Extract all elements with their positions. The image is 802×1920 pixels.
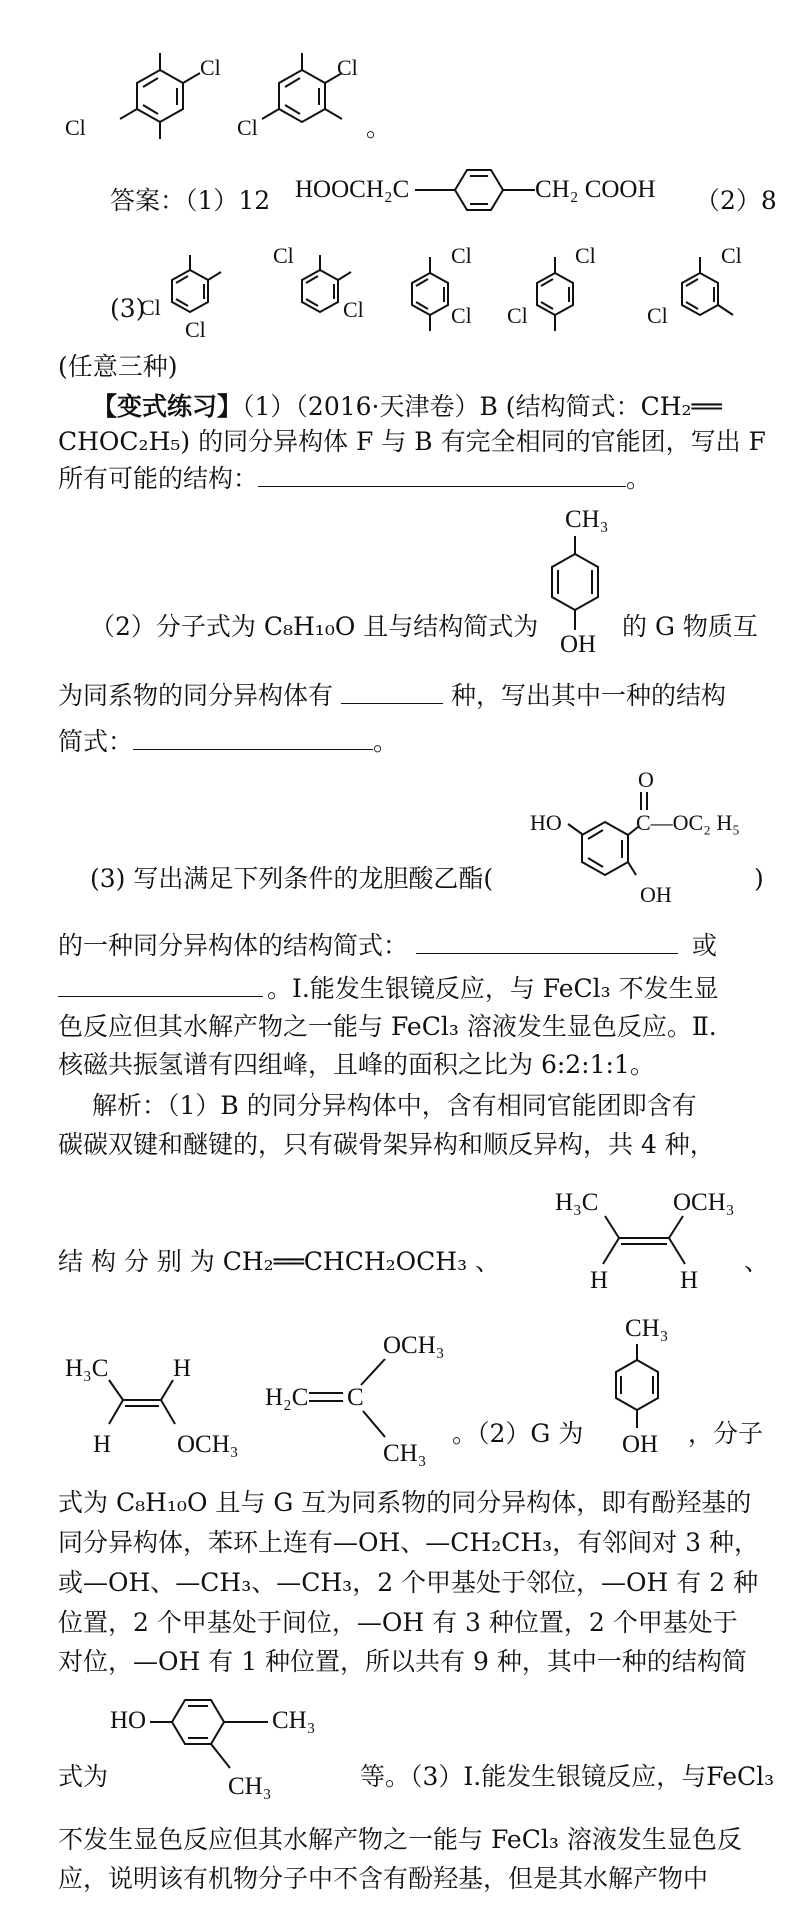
och3-label: OCH₃ <box>177 1431 239 1458</box>
ethyl-gentisate-structure <box>520 760 760 920</box>
isomer-3-structure <box>265 1325 455 1485</box>
p-cresol-structure <box>540 502 630 672</box>
ch3-label: CH₃ <box>272 1707 316 1734</box>
cl-label: Cl <box>273 243 294 268</box>
exercise-q3-line5: 核磁共振氢谱有四组峰，且峰的面积之比为 6:2:1:1。 <box>58 1050 655 1079</box>
exercise-title: 【变式练习】 <box>92 392 243 421</box>
exercise-q3-line1: (3) 写出满足下列条件的龙胆酸乙酯( <box>90 864 494 893</box>
exercise-q1-line3 <box>58 462 651 496</box>
analysis-line7: 位置，2 个甲基处于间位，—OH 有 3 种位置，2 个甲基处于 <box>58 1608 738 1637</box>
ch3-label: CH₃ <box>383 1440 427 1467</box>
exercise-q3-or: 或 <box>692 931 718 960</box>
exercise-q2-line1: （2）分子式为 C₈H₁₀O 且与结构简式为 <box>90 612 539 641</box>
analysis-g-text: 。（2）G 为 <box>452 1419 584 1448</box>
analysis-line2: 碳碳双键和醚键的，只有碳骨架异构和顺反异构，共 4 种， <box>58 1130 715 1159</box>
exercise-q1-text: （1）（2016·天津卷）B (结构简式：CH₂══ <box>242 392 722 421</box>
isomer-2-structure <box>65 1330 265 1470</box>
oh-label: OH <box>560 631 597 658</box>
cl-label: Cl <box>647 303 668 328</box>
exercise-q3-cond1: 。Ⅰ.能发生银镜反应，与 FeCl₃ 不发生显 <box>267 974 719 1003</box>
h-label: H <box>93 1431 112 1458</box>
cl-label: Cl <box>721 243 742 268</box>
g-structure <box>600 1312 690 1472</box>
answer-structure <box>295 160 695 230</box>
exercise-q1-line1 <box>92 390 722 424</box>
answer-structure-right: CH₂ COOH <box>535 176 656 203</box>
exercise-q3-close: ) <box>754 864 764 893</box>
analysis-line5: 同分异构体，苯环上连有—OH、—CH₂CH₃，有邻间对 3 种， <box>58 1528 760 1557</box>
h3c-label: H₃C <box>555 1189 599 1216</box>
exercise-q2-line2 <box>58 679 726 713</box>
h-label: H <box>680 1267 699 1294</box>
cl-label: Cl <box>200 55 221 80</box>
och3-label: OCH₃ <box>383 1332 445 1359</box>
cl-label: Cl <box>65 115 86 140</box>
answer-blank[interactable] <box>341 681 443 704</box>
h-label: H <box>173 1355 192 1382</box>
answer-part2: （2）8 <box>695 186 777 215</box>
exercise-q3-prompt: 的一种同分异构体的结构简式： <box>58 931 409 960</box>
sentence-end: 。 <box>366 113 392 142</box>
analysis-line1: 解析：（1）B 的同分异构体中，含有相同官能团即含有 <box>92 1091 697 1120</box>
dimethylphenol-structure <box>110 1690 350 1820</box>
h3c-label: H₃C <box>65 1355 109 1382</box>
cl-label: Cl <box>451 243 472 268</box>
ho-label: HO <box>530 810 562 835</box>
cl-label: Cl <box>337 55 358 80</box>
cl-label: Cl <box>185 317 206 342</box>
answer3-structures <box>140 243 795 345</box>
answer-blank[interactable] <box>258 464 626 487</box>
ester-label: C—OC₂ H₅ <box>636 810 740 835</box>
dichloro-dimethylbenzene-a <box>55 25 225 145</box>
cl-label: Cl <box>343 297 364 322</box>
answer-blank[interactable] <box>416 931 678 954</box>
sentence-end: 。 <box>373 727 399 756</box>
cl-label: Cl <box>237 115 258 140</box>
isomer-1-structure <box>555 1180 745 1300</box>
analysis-line6: 或—OH、—CH₃、—CH₃，2 个甲基处于邻位，—OH 有 2 种 <box>58 1568 759 1597</box>
ch3-label: CH₃ <box>228 1773 272 1800</box>
answer-blank[interactable] <box>58 974 263 997</box>
exercise-q3-line2 <box>58 929 717 963</box>
answer-structure-left: HOOCH₂C <box>295 176 410 203</box>
cl-label: Cl <box>451 303 472 328</box>
cl-label: Cl <box>575 243 596 268</box>
exercise-q1-prompt: 所有可能的结构： <box>58 464 259 493</box>
och3-label: OCH₃ <box>673 1189 735 1216</box>
analysis-line11: 应，说明该有机物分子中不含有酚羟基，但是其水解产物中 <box>58 1864 709 1893</box>
answer-note: (任意三种) <box>58 352 178 381</box>
c-label: C <box>347 1384 364 1411</box>
ch3-label: CH₃ <box>565 506 609 533</box>
oh-label: OH <box>640 882 672 907</box>
answer-part3: (3) <box>110 294 146 323</box>
exercise-q2-shortform: 简式： <box>58 727 134 756</box>
separator-comma: 、 <box>744 1247 770 1276</box>
analysis-line9-a: 式为 <box>58 1762 109 1791</box>
exercise-q3-line3 <box>58 972 719 1006</box>
answer-blank[interactable] <box>133 727 373 750</box>
analysis-line3: 结 构 分 别 为 CH₂══CHCH₂OCH₃ 、 <box>58 1247 501 1276</box>
exercise-q2-line1-tail: 的 G 物质互 <box>622 612 758 641</box>
analysis-line4: 式为 C₈H₁₀O 且与 G 互为同系物的同分异构体，即有酚羟基的 <box>58 1488 752 1517</box>
analysis-line10: 不发生显色反应但其水解产物之一能与 FeCl₃ 溶液发生显色反 <box>58 1825 742 1854</box>
exercise-q3-line4: 色反应但其水解产物之一能与 FeCl₃ 溶液发生显色反应。Ⅱ. <box>58 1012 717 1041</box>
answer-label: 答案：（1）12 <box>110 186 271 215</box>
oh-label: OH <box>622 1431 659 1458</box>
cl-label: Cl <box>140 295 161 320</box>
exercise-q2-prompt: 为同系物的同分异构体有 <box>58 681 334 710</box>
h2c-label: H₂C <box>265 1384 309 1411</box>
analysis-line8: 对位，—OH 有 1 种位置，所以共有 9 种，其中一种的结构简 <box>58 1647 747 1676</box>
cl-label: Cl <box>507 303 528 328</box>
analysis-g-tail: ，分子 <box>688 1419 764 1448</box>
h-label: H <box>590 1267 609 1294</box>
sentence-end: 。 <box>626 464 652 493</box>
exercise-q2-prompt-tail: 种，写出其中一种的结构 <box>451 681 727 710</box>
exercise-q1-line2: CHOC₂H₅) 的同分异构体 F 与 B 有完全相同的官能团，写出 F <box>58 427 766 456</box>
analysis-line9-b: 等。（3）Ⅰ.能发生银镜反应，与FeCl₃ <box>360 1762 775 1791</box>
o-label: O <box>638 767 654 792</box>
ch3-label: CH₃ <box>625 1315 669 1342</box>
ho-label: HO <box>110 1707 147 1734</box>
exercise-q2-line3 <box>58 725 398 759</box>
